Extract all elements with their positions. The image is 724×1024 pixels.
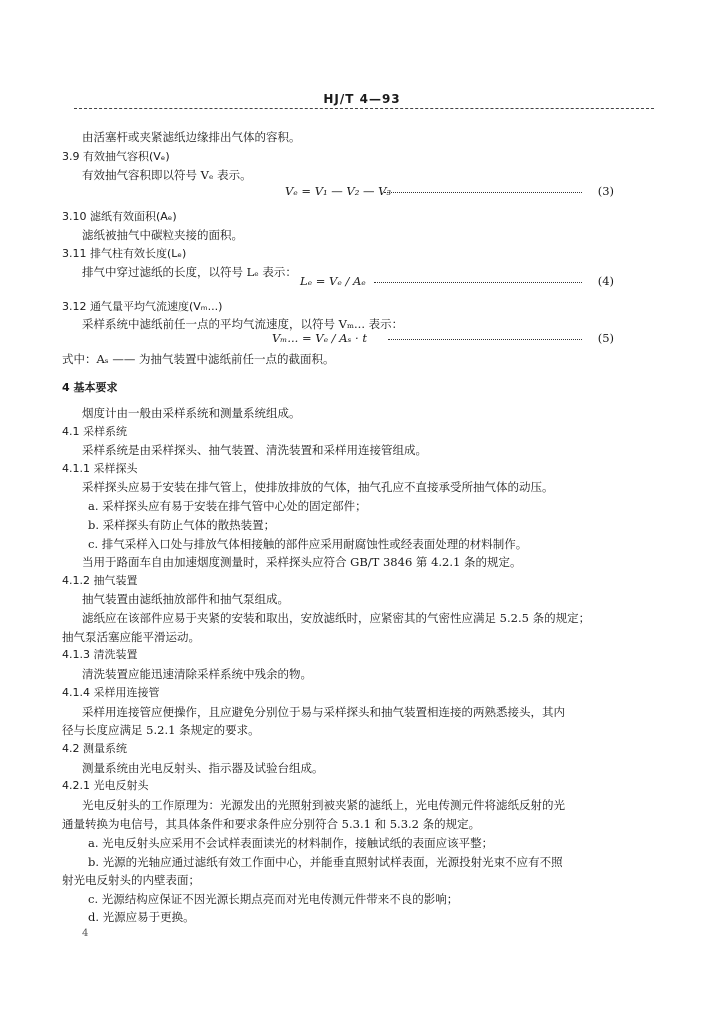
text-line: 当用于路面车自由加速烟度测量时，采样探头应符合 GB/T 3846 第 4.2.1 条的规定。 xyxy=(82,555,522,569)
equation-4: Lₑ = Vₑ / Aₑ xyxy=(300,274,366,288)
header-rule xyxy=(74,108,654,109)
text-line: 有效抽气容积即以符号 Vₑ 表示。 xyxy=(82,168,252,182)
text-line: 清洗装置应能迅速清除采样系统中残余的物。 xyxy=(82,667,312,681)
list-item: d. 光源应易于更换。 xyxy=(88,910,195,924)
text-line: 射光电反射头的内壁表面； xyxy=(62,873,200,887)
text-line: 滤纸被抽气中碳粒夹接的面积。 xyxy=(82,228,243,242)
section-heading-4-1-1: 4.1.1 采样探头 xyxy=(62,462,138,475)
list-item: c. 光源结构应保证不因光源长期点亮而对光电传测元件带来不良的影响； xyxy=(88,892,459,906)
section-heading-4-1: 4.1 采样系统 xyxy=(62,425,127,438)
page-number: 4 xyxy=(82,928,89,939)
section-heading-3-11: 3.11 排气柱有效长度(Lₑ) xyxy=(62,247,187,260)
text-line: 光电反射头的工作原理为：光源发出的光照射到被夹紧的滤纸上，光电传测元件将滤纸反射的光 xyxy=(82,798,565,812)
section-heading-3-9: 3.9 有效抽气容积(Vₑ) xyxy=(62,150,170,163)
list-item: a. 采样探头应有易于安装在排气管中心处的固定部件； xyxy=(88,499,367,513)
text-line: 排气中穿过滤纸的长度，以符号 Lₑ 表示： xyxy=(82,265,297,279)
section-heading-3-10: 3.10 滤纸有效面积(Aₑ) xyxy=(62,210,177,223)
text-line: 烟度计由一般由采样系统和测量系统组成。 xyxy=(82,406,301,420)
equation-5: Vₘ... = Vₑ / Aₛ · t xyxy=(272,331,367,345)
section-heading-3-12: 3.12 通气量平均气流速度(Vₘ...) xyxy=(62,300,223,313)
equation-number: (3) xyxy=(597,184,614,198)
dot-leader xyxy=(374,282,582,283)
equation-number: (4) xyxy=(597,274,614,288)
text-line: 抽气泵活塞应能平滑运动。 xyxy=(62,630,200,644)
equation-number: (5) xyxy=(597,331,614,345)
dot-leader xyxy=(384,192,582,193)
list-item: b. 采样探头有防止气体的散热装置； xyxy=(88,518,276,532)
text-line: 滤纸应在该部件应易于夹紧的安装和取出，安放滤纸时，应紧密其的气密性应满足 5.2.5 条的规定； xyxy=(82,611,591,625)
text-line: 采样系统是由采样探头、抽气装置、清洗装置和采样用连接管组成。 xyxy=(82,443,427,457)
text-line: 通量转换为电信号，其具体条件和要求条件应分别符合 5.3.1 和 5.3.2 条的规定。 xyxy=(62,817,481,831)
dot-leader xyxy=(388,339,582,340)
list-item: c. 排气采样入口处与排放气体相接触的部件应采用耐腐蚀性或经表面处理的材料制作。 xyxy=(88,537,528,551)
equation-3: Vₑ = V₁ — V₂ — V₃ xyxy=(285,184,392,198)
section-heading-4-1-2: 4.1.2 抽气装置 xyxy=(62,574,138,587)
section-heading-4-1-3: 4.1.3 清洗装置 xyxy=(62,648,138,661)
list-item: b. 光源的光轴应通过滤纸有效工作面中心，并能垂直照射试样表面，光源投射光束不应有不照 xyxy=(88,855,563,869)
section-heading-4-2-1: 4.2.1 光电反射头 xyxy=(62,779,149,792)
text-line: 由活塞杆或夹紧滤纸边缘排出气体的容积。 xyxy=(82,130,301,144)
text-line: 采样探头应易于安装在排气管上，使排放排放的气体，抽气孔应不直接承受所抽气体的动压。 xyxy=(82,480,554,494)
text-line: 抽气装置由滤纸抽放部件和抽气泵组成。 xyxy=(82,592,289,606)
text-line: 采样系统中滤纸前任一点的平均气流速度，以符号 Vₘ... 表示： xyxy=(82,317,404,331)
text-line: 采样用连接管应便操作，且应避免分别位于易与采样探头和抽气装置相连接的两熟悉接头，其内 xyxy=(82,705,565,719)
text-line: 测量系统由光电反射头、指示器及试验台组成。 xyxy=(82,761,324,775)
section-heading-4-2: 4.2 测量系统 xyxy=(62,742,127,755)
list-item: a. 光电反射头应采用不会试样表面读光的材料制作，接触试纸的表面应该平整； xyxy=(88,836,494,850)
section-heading-4-1-4: 4.1.4 采样用连接管 xyxy=(62,686,160,699)
text-line: 径与长度应满足 5.2.1 条规定的要求。 xyxy=(62,723,260,737)
standard-code-header: HJ/T 4—93 xyxy=(323,92,401,106)
equation-note: 式中：Aₛ —— 为抽气装置中滤纸前任一点的截面积。 xyxy=(62,352,335,366)
section-heading-4: 4 基本要求 xyxy=(62,381,118,394)
